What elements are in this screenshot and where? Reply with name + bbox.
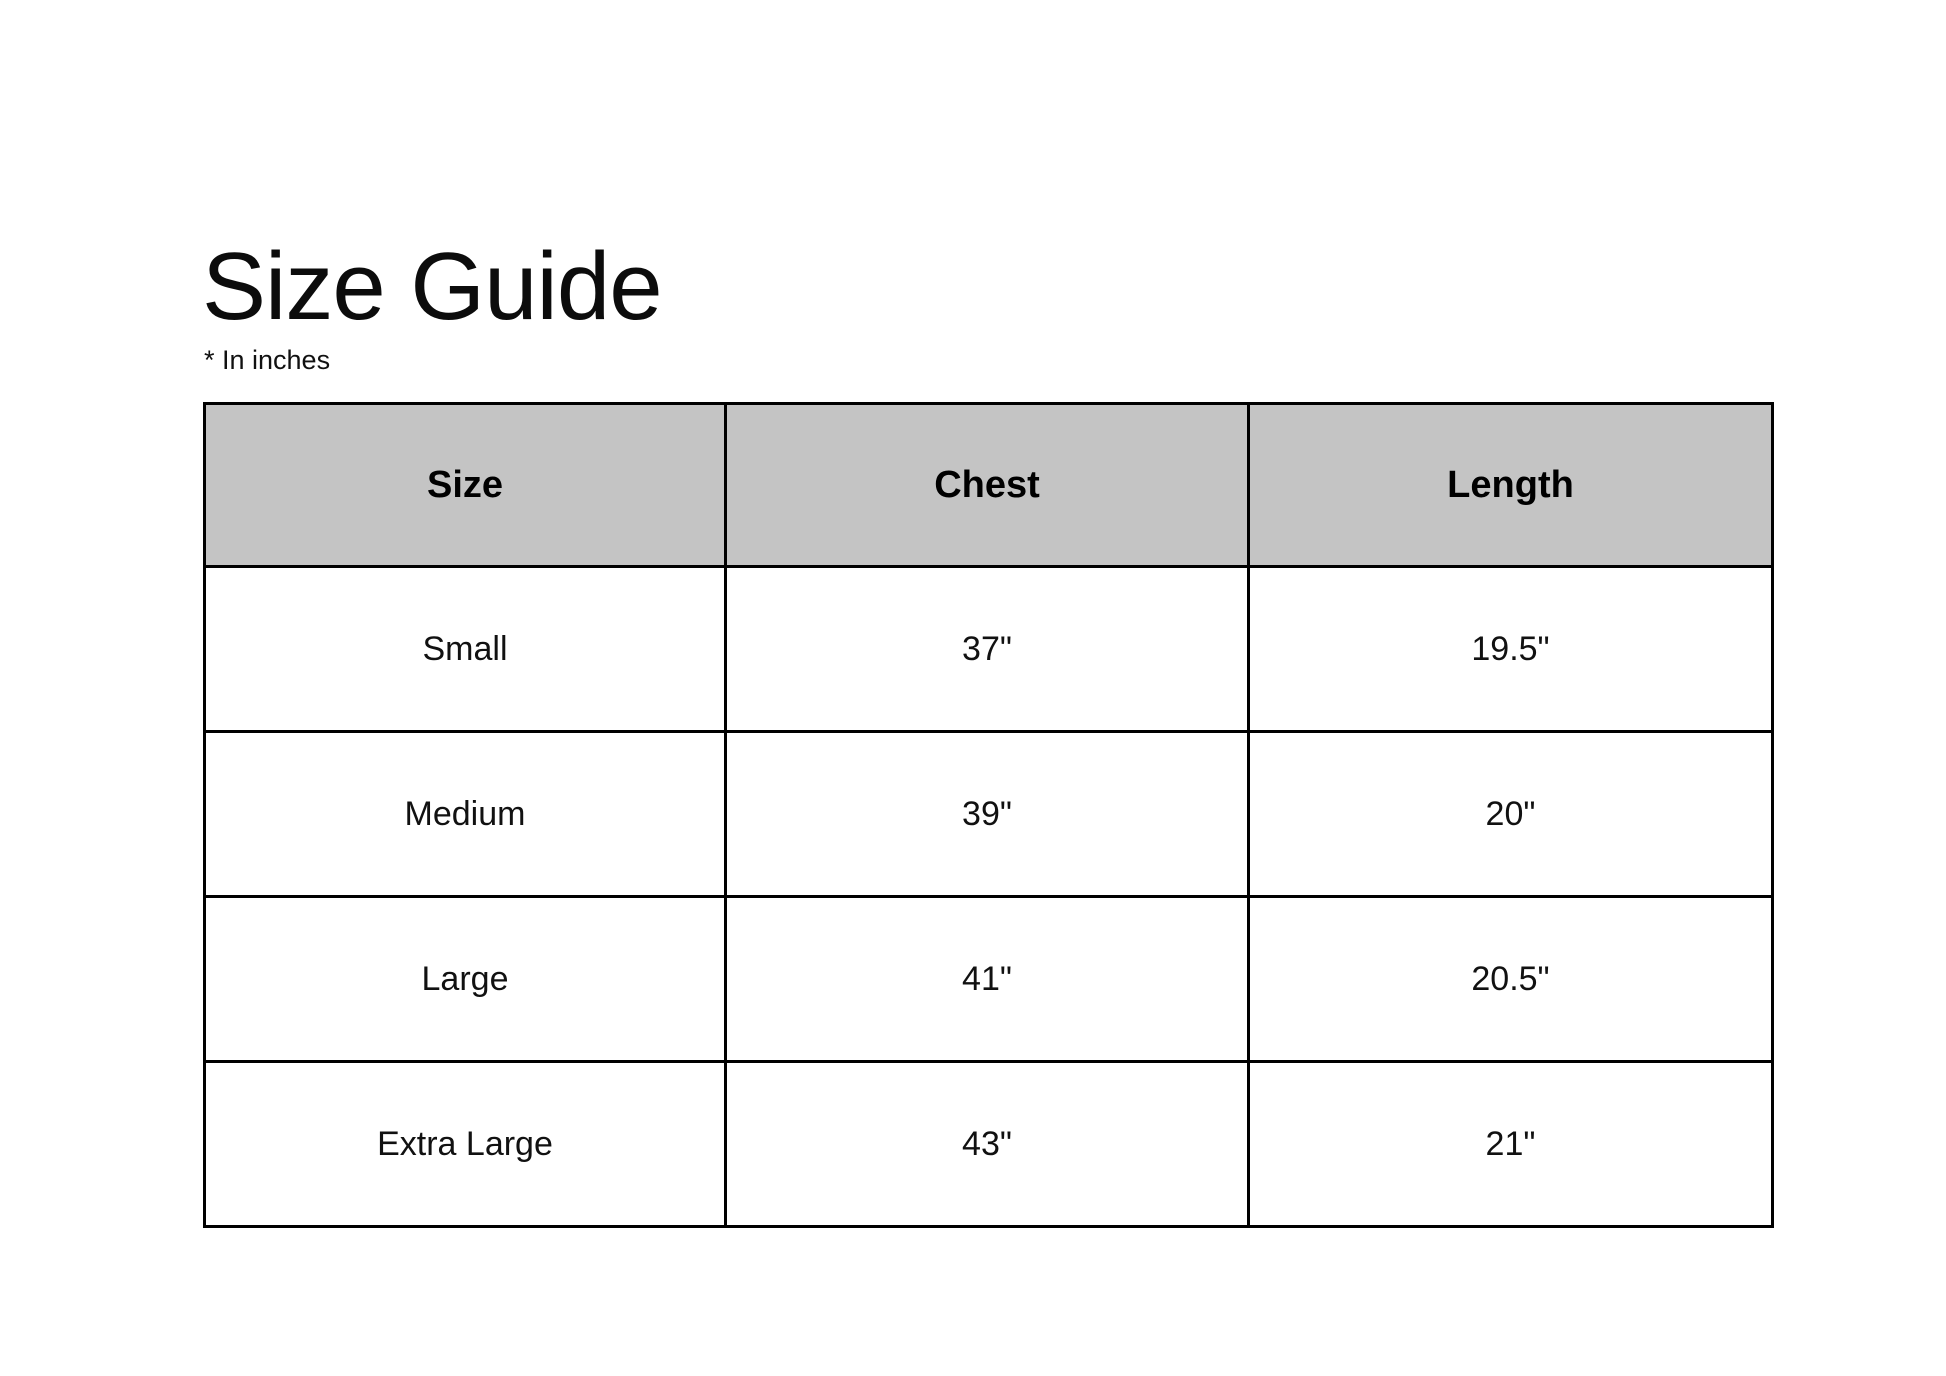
table-header-row <box>205 404 1773 567</box>
table-row <box>205 1062 1773 1227</box>
cell-length: 19.5" <box>1249 567 1773 732</box>
cell-chest: 41" <box>726 897 1249 1062</box>
cell-size: Small <box>205 567 726 732</box>
size-table-container <box>203 402 1771 1228</box>
column-header-size: Size <box>205 404 726 567</box>
cell-chest: 39" <box>726 732 1249 897</box>
table-row <box>205 567 1773 732</box>
cell-length: 20.5" <box>1249 897 1773 1062</box>
column-header-length: Length <box>1249 404 1773 567</box>
cell-size: Medium <box>205 732 726 897</box>
cell-length: 21" <box>1249 1062 1773 1227</box>
column-header-chest: Chest <box>726 404 1249 567</box>
cell-size: Extra Large <box>205 1062 726 1227</box>
cell-chest: 43" <box>726 1062 1249 1227</box>
units-note: * In inches <box>204 345 331 375</box>
cell-chest: 37" <box>726 567 1249 732</box>
table-row <box>205 897 1773 1062</box>
cell-length: 20" <box>1249 732 1773 897</box>
table-row <box>205 732 1773 897</box>
size-table <box>203 402 1774 1228</box>
page-title: Size Guide <box>202 233 662 341</box>
cell-size: Large <box>205 897 726 1062</box>
